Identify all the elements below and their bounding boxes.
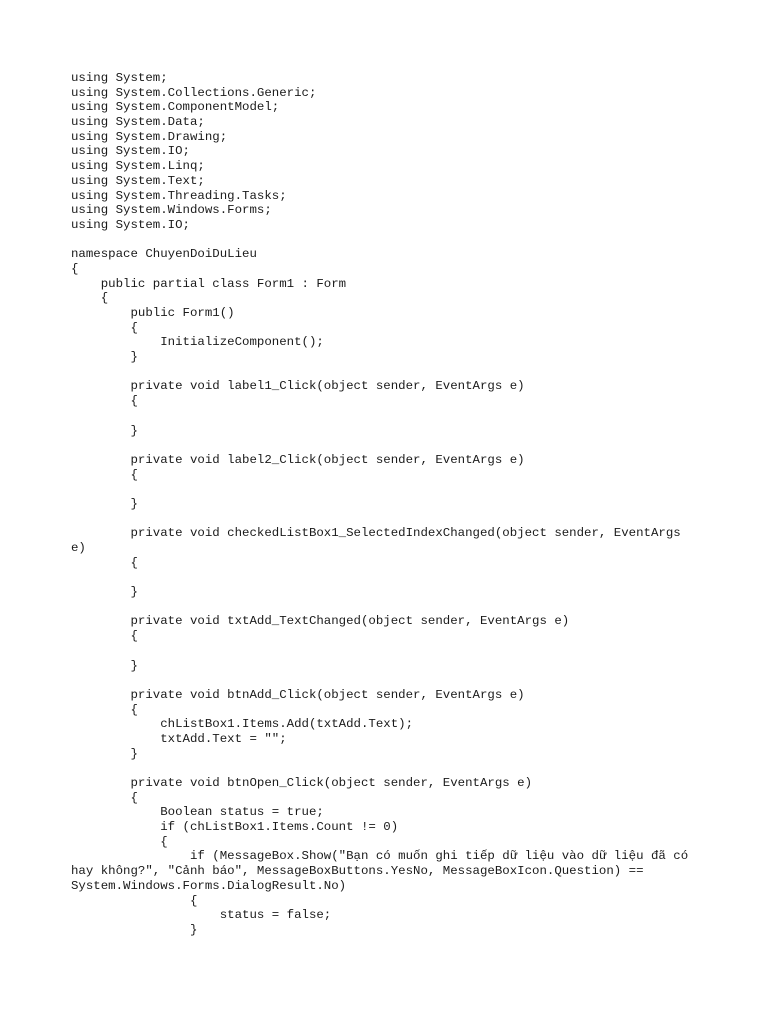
- code-line: [71, 761, 711, 776]
- code-line: }: [71, 423, 138, 438]
- code-line: [71, 600, 711, 615]
- code-line: {: [71, 702, 138, 717]
- code-line: {: [71, 629, 138, 644]
- code-line: if (chListBox1.Items.Count != 0): [71, 820, 399, 835]
- code-line: using System.Threading.Tasks;: [71, 188, 287, 203]
- code-line: [71, 673, 711, 688]
- code-line: }: [71, 658, 138, 673]
- code-line: [71, 482, 711, 497]
- code-line: {: [71, 291, 109, 306]
- code-line: Boolean status = true;: [71, 805, 324, 820]
- code-line: using System.IO;: [71, 217, 190, 232]
- code-line: }: [71, 922, 198, 937]
- code-line: public Form1(): [71, 306, 235, 320]
- code-line: namespace ChuyenDoiDuLieu: [71, 247, 257, 262]
- code-line: using System.Text;: [71, 173, 205, 188]
- code-line: e): [71, 541, 86, 555]
- code-line: {: [71, 790, 138, 805]
- code-line: {: [71, 834, 168, 849]
- code-line: using System;: [71, 71, 168, 85]
- code-line: }: [71, 746, 138, 761]
- code-line: [71, 438, 711, 453]
- code-line: {: [71, 394, 138, 409]
- code-line: using System.Drawing;: [71, 129, 228, 144]
- code-line: [71, 233, 711, 248]
- code-line: {: [71, 555, 138, 570]
- code-line: using System.Windows.Forms;: [71, 203, 272, 218]
- code-line: private void checkedListBox1_SelectedIndexChanged(object sender, EventArgs: [71, 526, 681, 541]
- code-line: if (MessageBox.Show("Bạn có muốn ghi tiếp dữ liệu vào dữ liệu đã có: [71, 849, 689, 864]
- code-line: [71, 409, 711, 424]
- code-line: private void btnAdd_Click(object sender, EventArgs e): [71, 687, 525, 702]
- code-line: {: [71, 261, 79, 276]
- code-line: [71, 570, 711, 585]
- code-line: {: [71, 320, 138, 335]
- code-line: {: [71, 893, 198, 908]
- code-line: private void txtAdd_TextChanged(object sender, EventArgs e): [71, 614, 570, 629]
- code-line: using System.ComponentModel;: [71, 100, 280, 115]
- code-line: }: [71, 585, 138, 600]
- code-listing: [71, 71, 711, 938]
- code-line: {: [71, 467, 138, 482]
- code-line: System.Windows.Forms.DialogResult.No): [71, 878, 347, 893]
- code-line: hay không?", "Cảnh báo", MessageBoxButtons.YesNo, MessageBoxIcon.Question) ==: [71, 864, 644, 879]
- code-line: using System.Collections.Generic;: [71, 85, 317, 100]
- code-line: [71, 644, 711, 659]
- code-line: private void label1_Click(object sender, EventArgs e): [71, 379, 525, 394]
- code-line: }: [71, 350, 138, 365]
- code-line: status = false;: [71, 908, 332, 923]
- code-line: chListBox1.Items.Add(txtAdd.Text);: [71, 717, 414, 732]
- code-line: using System.IO;: [71, 144, 190, 159]
- code-line: }: [71, 496, 138, 511]
- code-line: public partial class Form1 : Form: [71, 276, 347, 291]
- code-line: private void label2_Click(object sender, EventArgs e): [71, 452, 525, 467]
- code-line: private void btnOpen_Click(object sender, EventArgs e): [71, 776, 533, 790]
- code-line: using System.Data;: [71, 115, 205, 130]
- code-line: using System.Linq;: [71, 159, 205, 174]
- code-line: [71, 365, 711, 380]
- code-line: [71, 512, 711, 527]
- code-line: txtAdd.Text = "";: [71, 731, 287, 746]
- code-line: InitializeComponent();: [71, 335, 324, 350]
